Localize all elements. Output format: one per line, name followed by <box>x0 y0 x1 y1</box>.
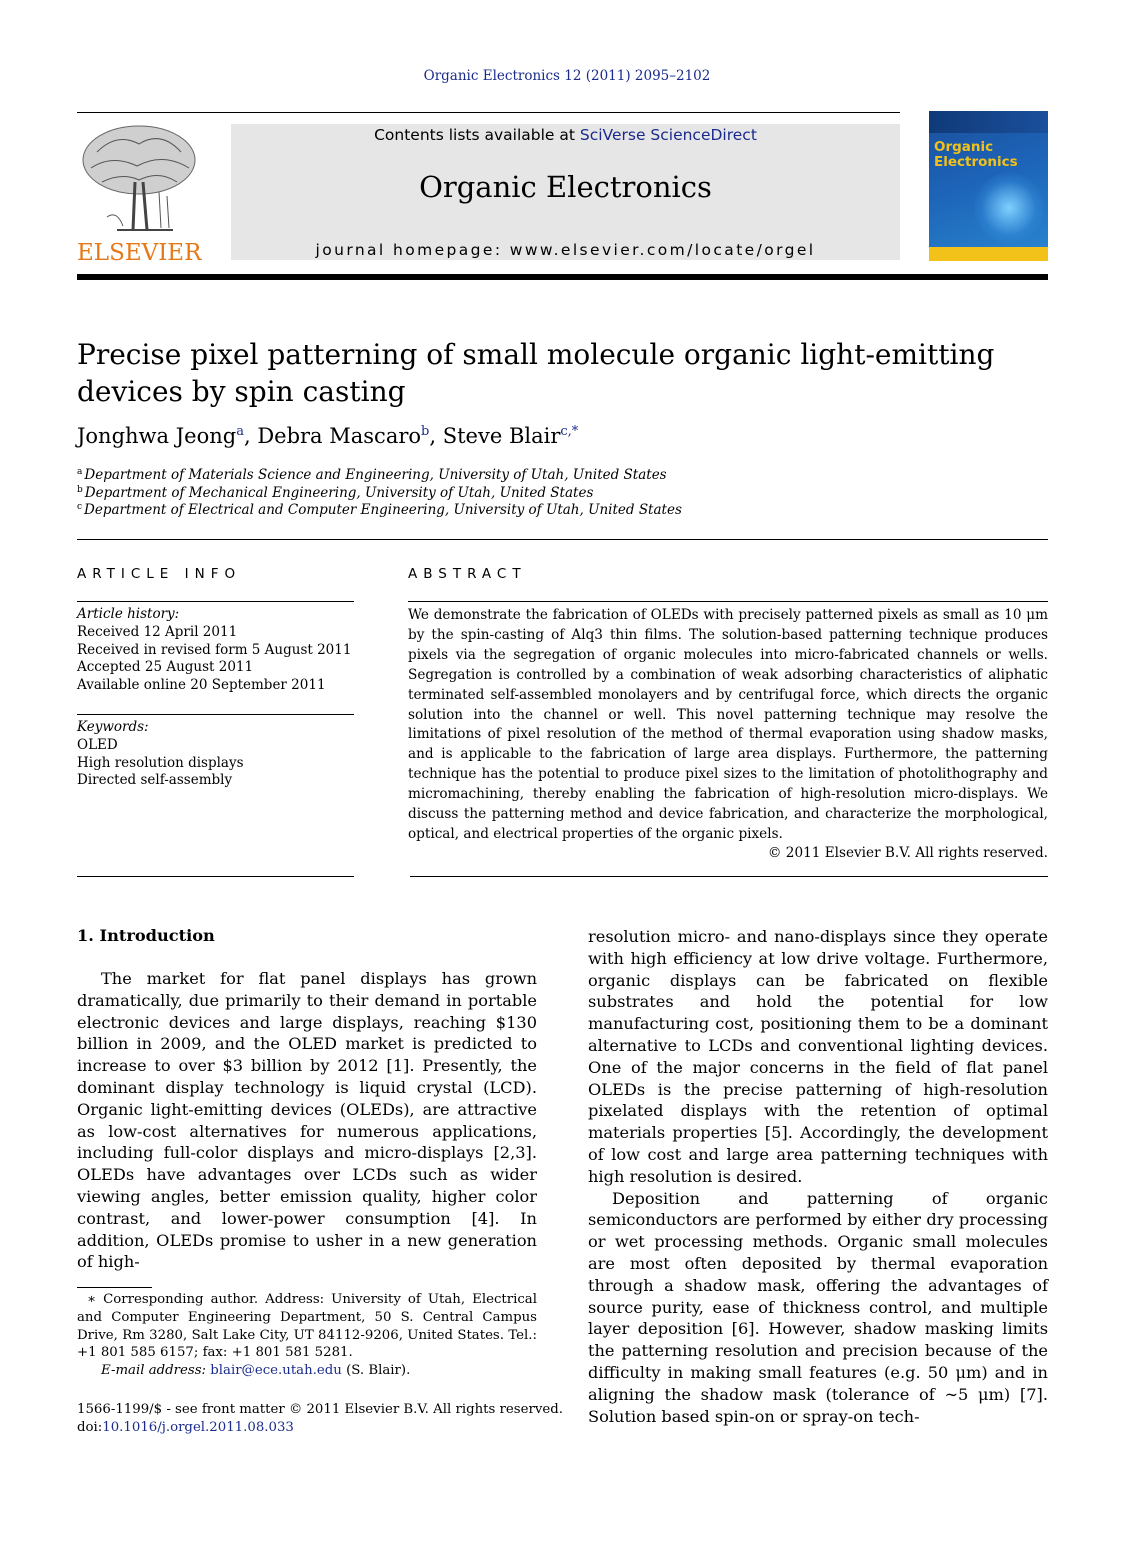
keyword: Directed self-assembly <box>77 772 233 789</box>
cover-title <box>934 140 1018 170</box>
article-info-bottom-rule <box>77 876 354 877</box>
contents-line <box>231 126 900 144</box>
issn-line: 1566-1199/$ - see front matter © 2011 Elsevier B.V. All rights reserved. <box>77 1402 563 1417</box>
journal-title: Organic Electronics <box>419 170 712 204</box>
history-item: Received 12 April 2011 <box>77 623 238 640</box>
cover-title-line1: Organic <box>934 139 994 155</box>
affiliation <box>77 502 682 518</box>
affiliation <box>77 485 593 501</box>
keywords <box>77 719 244 790</box>
author-name: Debra Mascaro <box>257 424 422 448</box>
history-label: Article history: <box>77 606 180 622</box>
history-item: Available online 20 September 2011 <box>77 677 326 694</box>
journal-cover[interactable] <box>929 111 1048 261</box>
doi-link[interactable]: 10.1016/j.orgel.2011.08.033 <box>102 1420 294 1435</box>
journal-citation[interactable]: Organic Electronics 12 (2011) 2095–2102 <box>423 68 711 84</box>
affiliation-rule <box>77 539 1048 540</box>
keywords-label: Keywords: <box>77 719 149 735</box>
abstract-text: We demonstrate the fabrication of OLEDs with precisely patterned pixels as small as 10 μm by the spin-casting of Alq3 thin films. The solution-based patterning technique produces pixels via the segregation of organic molecules into micro-fabricated channels or wells. Segregation is controlled by a combination of weak adsorbing characteristics of aliphatic terminated self-assembled monolayers and by centrifugal force, which directs the organic solution into the channel or well. This novel patterning technique may resolve the limitations of pixel resolution of the method of thermal evaporation using shadow masks, and is applicable to the fabrication of large area displays. Furthermore, the patterning technique has the potential to produce pixel sizes to the limitation of photolithography and micromachining, thereby enabling the fabrication of high-resolution micro-displays. We discuss the patterning method and device fabrication, and characterize the morphological, optical, and electrical properties of the organic pixels. <box>408 607 1048 842</box>
history-item: Accepted 25 August 2011 <box>77 659 254 676</box>
abstract-heading: ABSTRACT <box>408 566 527 582</box>
email-suffix: (S. Blair). <box>341 1363 411 1379</box>
keywords-rule <box>77 714 354 715</box>
cover-bottom-band <box>929 247 1048 261</box>
journal-homepage[interactable]: journal homepage: www.elsevier.com/locate/orgel <box>315 241 816 259</box>
corresponding-author-note: ∗ Corresponding author. Address: University of Utah, Electrical and Computer Engineering Department, 50 S. Central Campus Drive, Rm 3280, Salt Lake City, UT 84112-9206, United States. Tel.: +1 801 585 6157; fax: +1 801 581 5281. <box>77 1292 537 1361</box>
front-matter <box>77 1401 563 1437</box>
footnote-rule <box>77 1287 152 1288</box>
email-label: E-mail address: <box>101 1363 211 1379</box>
journal-banner <box>231 124 900 260</box>
elsevier-logo[interactable] <box>77 122 203 264</box>
keyword: High resolution displays <box>77 754 244 771</box>
cover-top-band <box>929 111 1048 133</box>
history-item: Received in revised form 5 August 2011 <box>77 641 352 658</box>
section-heading: 1. Introduction <box>77 926 215 945</box>
abstract-copyright: © 2011 Elsevier B.V. All rights reserved. <box>767 845 1048 861</box>
email-line <box>77 1362 537 1380</box>
article-title: Precise pixel patterning of small molecule organic light-emitting devices by spin casting <box>77 338 995 408</box>
affiliation-text: Department of Mechanical Engineering, University of Utah, United States <box>84 485 594 501</box>
header-rule <box>77 112 900 113</box>
author-list: Jonghwa Jeong$^a$, Debra Mascaro$^b$, Steve Blair$^{c,*}$ <box>77 424 579 448</box>
author-affil-sup[interactable]: b <box>421 424 430 439</box>
abstract-rule <box>408 601 1048 602</box>
affiliation-sup: c <box>77 502 83 512</box>
abstract-bottom-rule <box>410 876 1048 877</box>
author-affil-sup[interactable]: a <box>236 424 244 439</box>
paragraph: resolution micro- and nano-displays since they operate with high efficiency at low drive voltage. Furthermore, organic displays can be fabricated on flexible substrates and hold the potential for low manufacturing cost, positioning them to be a dominant alternative to LCDs and conventional lighting devices. One of the major concerns in the field of flat panel OLEDs is the precise patterning of high-resolution pixelated displays with the retention of optimal materials properties [5]. Accordingly, the development of low cost and large area patterning techniques with high resolution is desired. <box>588 927 1048 1186</box>
author-name: Steve Blair <box>442 424 561 448</box>
author-affil-sup[interactable]: c,* <box>560 424 579 439</box>
keyword: OLED <box>77 736 118 753</box>
body-left-column <box>77 968 537 1273</box>
email-link[interactable]: blair@ece.utah.edu <box>210 1363 342 1379</box>
article-info-heading: ARTICLE INFO <box>77 566 242 582</box>
affiliation-sup: a <box>77 467 83 477</box>
body-right-column <box>588 926 1048 1427</box>
author-name: Jonghwa Jeong <box>77 424 237 448</box>
doi-label: doi: <box>77 1420 103 1435</box>
elsevier-tree-icon <box>77 122 203 264</box>
cover-glow <box>974 173 1044 243</box>
affiliation-sup: b <box>77 485 83 495</box>
header-thick-rule <box>77 274 1048 280</box>
footnote <box>77 1291 537 1380</box>
cover-title-line2: Electronics <box>934 154 1018 170</box>
affiliation <box>77 467 667 483</box>
paragraph: Deposition and patterning of organic semiconductors are performed by either dry processing or wet processing methods. Organic small molecules are most often deposited by thermal evaporation through a shadow mask, offering the advantages of source purity, ease of thickness control, and multiple layer deposition [6]. However, shadow masking limits the patterning resolution and precision because of the difficulty in making small features (e.g. 50 μm) and in aligning the shadow mask (tolerance of ∼5 μm) [7]. Solution based spin-on or spray-on tech- <box>588 1188 1048 1426</box>
affiliation-text: Department of Electrical and Computer Engineering, University of Utah, United States <box>84 502 682 518</box>
sciencedirect-link[interactable]: SciVerse ScienceDirect <box>579 126 757 144</box>
paragraph: The market for flat panel displays has grown dramatically, due primarily to their demand in portable electronic devices and large displays, reaching $130 billion in 2009, and the OLED market is predicted to increase to over $3 billion by 2012 [1]. Presently, the dominant display technology is liquid crystal (LCD). Organic light-emitting devices (OLEDs), are attractive as low-cost alternatives for numerous applications, including full-color displays and micro-displays [2,3]. OLEDs have advantages over LCDs such as wider viewing angles, better emission quality, higher color contrast, and lower-power consumption [4]. In addition, OLEDs promise to usher in a new generation of high- <box>77 969 537 1272</box>
affiliation-text: Department of Materials Science and Engineering, University of Utah, United States <box>84 467 667 483</box>
doi-line <box>77 1419 563 1437</box>
elsevier-wordmark: ELSEVIER <box>77 240 202 264</box>
article-info-rule <box>77 601 354 602</box>
contents-prefix: Contents lists available at <box>374 126 580 144</box>
article-history <box>77 606 351 695</box>
